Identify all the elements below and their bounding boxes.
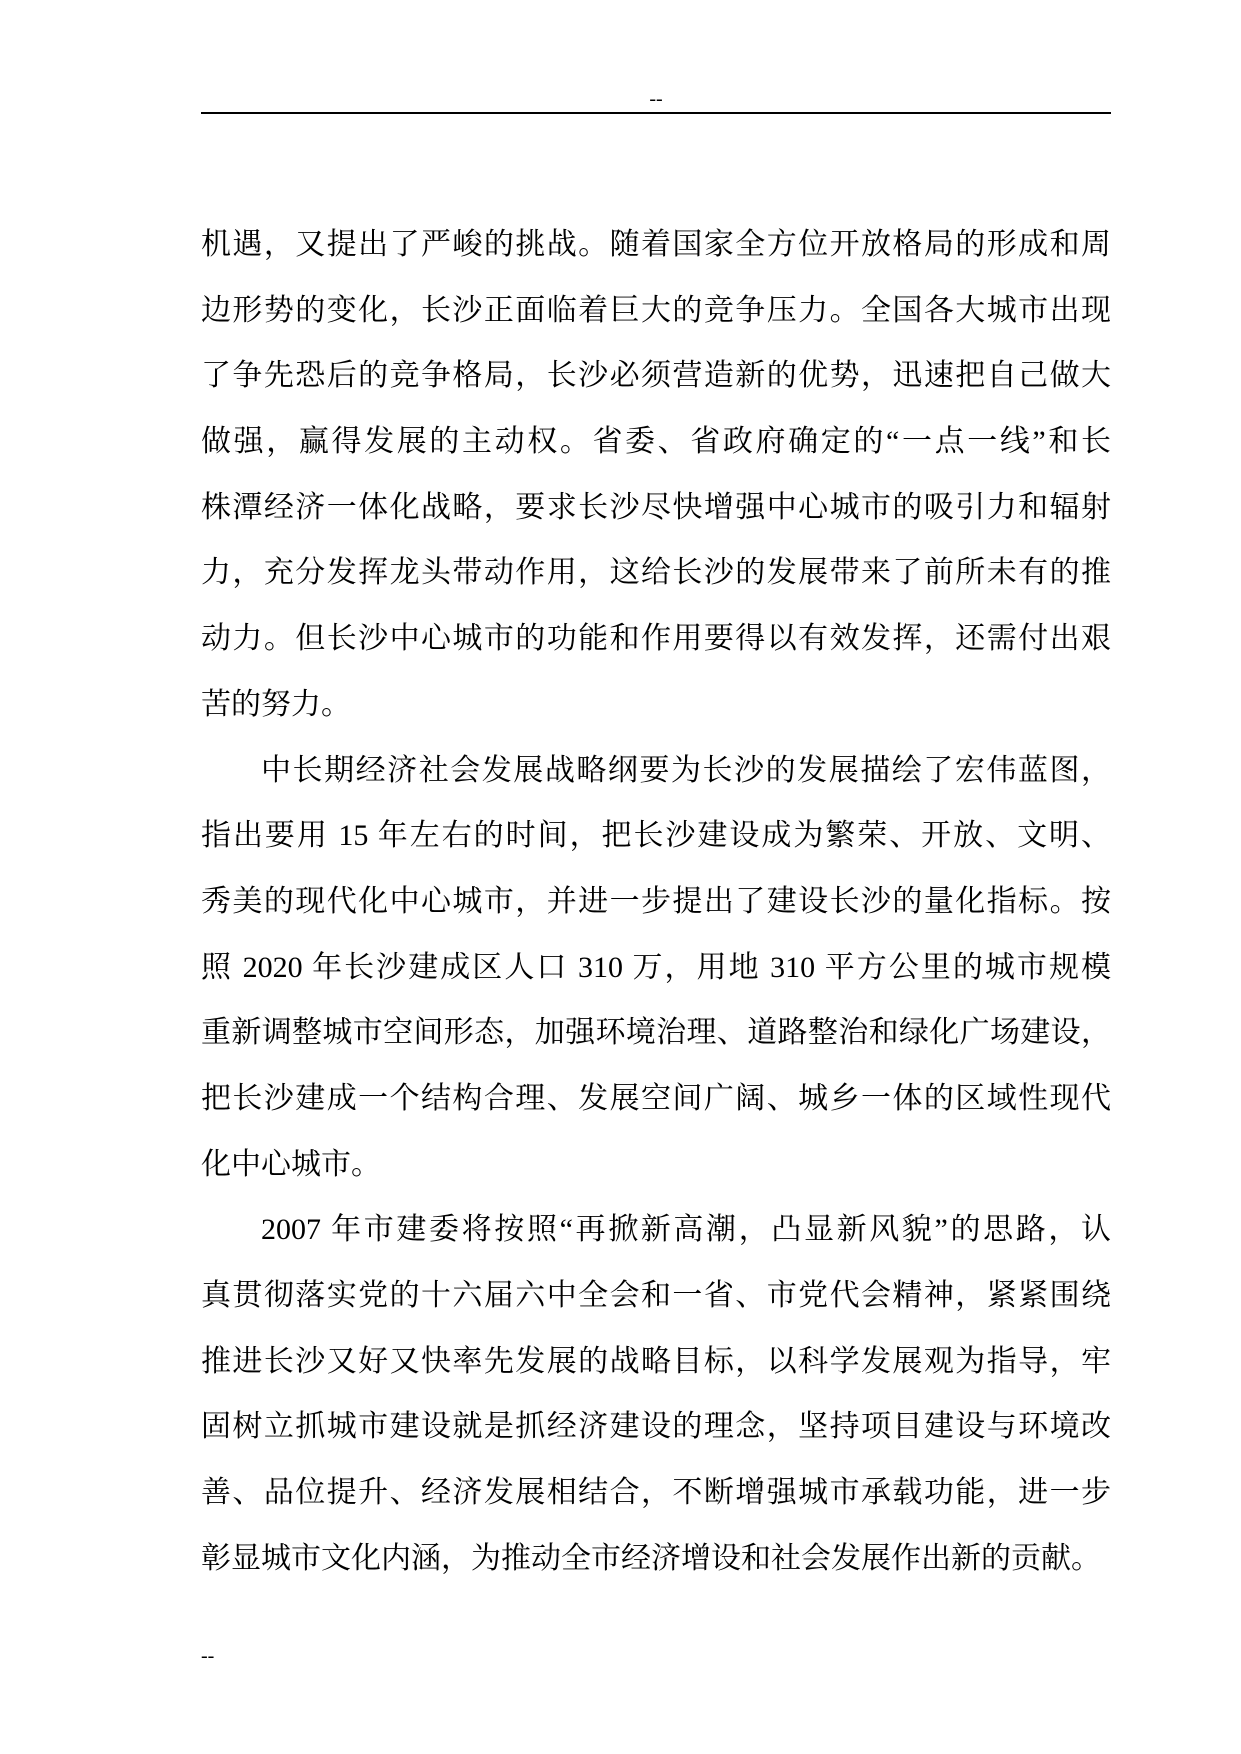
text-line: 机遇，又提出了严峻的挑战。随着国家全方位开放格局的形成和周: [201, 228, 1111, 261]
text-line: 做强，赢得发展的主动权。省委、省政府确定的“一点一线”和长: [201, 425, 1111, 459]
text-line: 力，充分发挥龙头带动作用，这给长沙的发展带来了前所未有的推: [201, 556, 1111, 590]
paragraph: [201, 1197, 1111, 1591]
text-line: 重新调整城市空间形态，加强环境治理、道路整治和绿化广场建设，: [201, 1016, 1111, 1050]
text-line: 照 2020 年长沙建成区人口 310 万，用地 310 平方公里的城市规模: [201, 950, 1111, 984]
text-line: 彰显城市文化内涵，为推动全市经济增设和社会发展作出新的贡献。: [201, 1541, 1101, 1575]
page-header-mark: --: [649, 88, 663, 110]
text-line: 中长期经济社会发展战略纲要为长沙的发展描绘了宏伟蓝图，: [261, 753, 1111, 787]
paragraph: [201, 212, 1111, 738]
page-footer-mark: --: [201, 1645, 215, 1667]
text-line: 善、品位提升、经济发展相结合，不断增强城市承载功能，进一步: [201, 1476, 1111, 1510]
text-line: 指出要用 15 年左右的时间，把长沙建设成为繁荣、开放、文明、: [201, 819, 1111, 853]
text-line: 把长沙建成一个结构合理、发展空间广阔、城乡一体的区域性现代: [201, 1081, 1111, 1115]
text-line: 2007 年市建委将按照“再掀新高潮，凸显新风貌”的思路，认: [261, 1213, 1111, 1247]
header-divider: [201, 112, 1111, 114]
text-line: 秀美的现代化中心城市，并进一步提出了建设长沙的量化指标。按: [201, 884, 1111, 918]
text-line: 动力。但长沙中心城市的功能和作用要得以有效发挥，还需付出艰: [201, 622, 1111, 656]
text-line: 苦的努力。: [201, 687, 351, 721]
text-line: 化中心城市。: [201, 1147, 381, 1181]
paragraph: [201, 738, 1111, 1198]
document-body: [201, 212, 1111, 1591]
text-line: 固树立抓城市建设就是抓经济建设的理念，坚持项目建设与环境改: [201, 1410, 1111, 1444]
text-line: 边形势的变化，长沙正面临着巨大的竞争压力。全国各大城市出现: [201, 293, 1111, 327]
text-line: 株潭经济一体化战略，要求长沙尽快增强中心城市的吸引力和辐射: [201, 490, 1111, 524]
text-line: 了争先恐后的竞争格局，长沙必须营造新的优势，迅速把自己做大: [201, 359, 1111, 393]
text-line: 推进长沙又好又快率先发展的战略目标，以科学发展观为指导，牢: [201, 1344, 1111, 1378]
text-line: 真贯彻落实党的十六届六中全会和一省、市党代会精神，紧紧围绕: [201, 1279, 1111, 1312]
